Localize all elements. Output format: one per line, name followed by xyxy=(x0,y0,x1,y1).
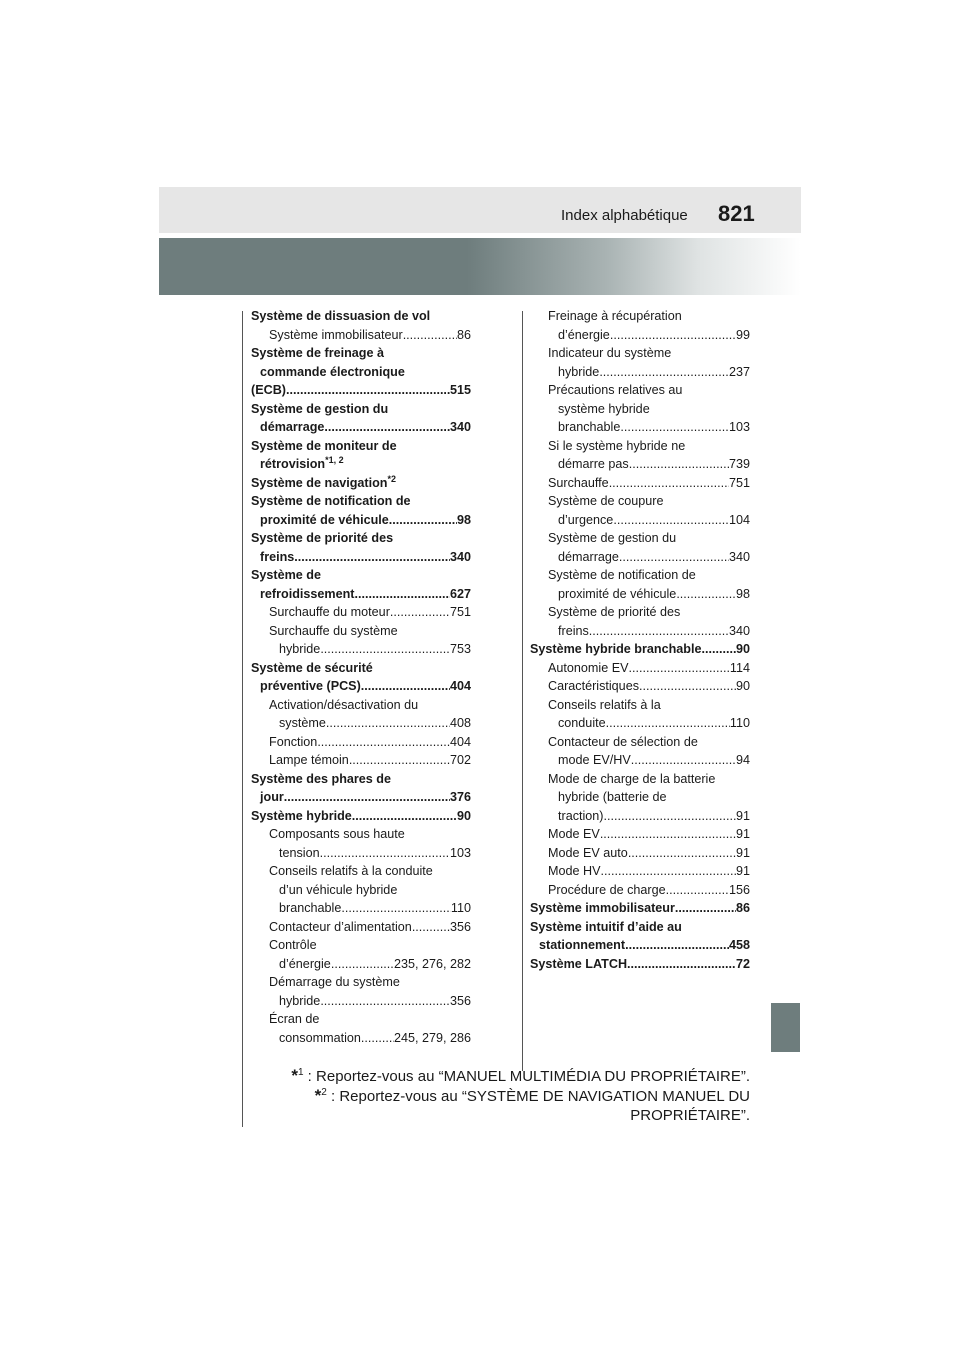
index-entry xyxy=(530,640,750,659)
page-number: 821 xyxy=(718,201,755,226)
page-ref: 245, 279, 286 xyxy=(393,1030,471,1045)
page-ref: 751 xyxy=(728,475,750,490)
entry-line: Système de gestion du xyxy=(548,531,677,545)
page-ref: 753 xyxy=(449,642,471,656)
entry-text: démarre pas xyxy=(558,457,629,471)
page-ref: 99 xyxy=(735,327,750,342)
entry-line xyxy=(251,992,471,1011)
entry-line xyxy=(251,640,471,659)
page-ref: 627 xyxy=(449,586,471,601)
dot-leader xyxy=(390,603,450,622)
index-entry xyxy=(251,659,471,696)
entry-line: Système de gestion du xyxy=(251,401,389,416)
index-entry xyxy=(251,492,471,529)
dot-leader xyxy=(324,418,450,437)
index-entry xyxy=(530,492,750,529)
index-entry xyxy=(530,659,750,678)
entry-line: Système de notification de xyxy=(251,494,411,508)
footnote-line xyxy=(270,1066,750,1086)
entry-text: Système de navigation xyxy=(251,475,388,490)
entry-line xyxy=(251,455,471,474)
dot-leader xyxy=(627,955,736,974)
entry-line xyxy=(530,807,750,826)
footnote-text: PROPRIÉTAIRE”. xyxy=(630,1107,750,1124)
index-entry xyxy=(251,770,471,807)
index-column-left xyxy=(251,307,471,1047)
dot-leader xyxy=(625,936,729,955)
entry-text: Lampe témoin xyxy=(269,753,349,767)
index-entry xyxy=(530,529,750,566)
entry-text: Mode EV xyxy=(548,827,600,841)
index-entry xyxy=(530,437,750,474)
entry-line xyxy=(251,511,471,530)
entry-line: hybride (batterie de xyxy=(558,790,667,804)
index-entry xyxy=(530,381,750,437)
page-ref: 340 xyxy=(449,549,471,564)
index-entry xyxy=(251,622,471,659)
entry-line: Composants sous haute xyxy=(269,827,405,841)
entry-text: conduite xyxy=(558,716,606,730)
entry-line xyxy=(251,714,471,733)
index-entry xyxy=(251,603,471,622)
entry-line: Système de notification de xyxy=(548,568,696,582)
entry-line: Contacteur de sélection de xyxy=(548,734,698,749)
page-ref: 110 xyxy=(729,716,750,730)
index-entry xyxy=(251,936,471,973)
index-entry xyxy=(251,918,471,937)
page-ref: 91 xyxy=(735,845,750,860)
page-ref: 404 xyxy=(449,679,471,693)
dot-leader xyxy=(412,918,450,937)
entry-line: Système des phares de xyxy=(251,771,392,786)
entry-line xyxy=(530,511,750,530)
page-ref: 98 xyxy=(456,512,471,527)
index-entry xyxy=(530,733,750,770)
page-ref: 90 xyxy=(456,808,471,823)
dot-leader xyxy=(354,585,450,604)
entry-line xyxy=(530,936,750,955)
page-ref: 404 xyxy=(449,734,471,749)
index-entry xyxy=(251,529,471,566)
entry-text: Contacteur d’alimentation xyxy=(269,919,412,934)
entry-text: système xyxy=(279,716,326,730)
entry-text: Mode HV xyxy=(548,864,601,878)
entry-text: d’énergie xyxy=(279,956,331,971)
entry-line xyxy=(530,862,750,881)
dot-leader xyxy=(599,363,729,382)
page-ref: 702 xyxy=(449,753,471,767)
index-column-right xyxy=(530,307,750,973)
header-gradient-band xyxy=(159,238,801,295)
dot-leader xyxy=(666,881,729,900)
index-entry xyxy=(251,825,471,862)
entry-line xyxy=(530,474,750,493)
entry-text: branchable xyxy=(558,420,621,434)
entry-text: (ECB) xyxy=(251,383,286,397)
entry-line: Écran de xyxy=(269,1012,320,1026)
page-ref: 103 xyxy=(449,845,471,860)
page-ref: 340 xyxy=(449,420,471,434)
entry-line xyxy=(530,326,750,345)
index-entry xyxy=(251,973,471,1010)
entry-line xyxy=(251,474,471,493)
entry-line xyxy=(530,455,750,474)
dot-leader xyxy=(606,714,730,733)
page-ref: 94 xyxy=(735,753,750,767)
dot-leader xyxy=(620,418,729,437)
page-ref: 156 xyxy=(728,882,750,897)
index-entry xyxy=(530,918,750,955)
footnote-text: : Reportez-vous au “MANUEL MULTIMÉDIA DU PROPRIÉTAIRE”. xyxy=(303,1068,750,1085)
index-entry xyxy=(251,400,471,437)
entry-line: Système de sécurité xyxy=(251,660,373,675)
entry-text: freins xyxy=(558,623,589,638)
dot-leader xyxy=(320,844,450,863)
entry-line xyxy=(530,640,750,659)
entry-line xyxy=(530,714,750,733)
entry-text: branchable xyxy=(279,901,342,915)
entry-line xyxy=(530,548,750,567)
dot-leader xyxy=(604,807,736,826)
entry-line: Indicateur du système xyxy=(548,346,672,360)
entry-text: freins xyxy=(260,549,295,564)
page-ref: 458 xyxy=(728,938,750,952)
entry-line: Système de coupure xyxy=(548,494,664,508)
entry-line xyxy=(530,899,750,918)
index-entry xyxy=(251,344,471,400)
entry-line: Freinage à récupération xyxy=(548,309,682,323)
dot-leader xyxy=(601,862,736,881)
entry-line: système hybride xyxy=(558,401,650,416)
header-bar xyxy=(159,187,801,233)
page-ref: 98 xyxy=(735,586,750,601)
entry-line xyxy=(251,677,471,696)
entry-line: Conseils relatifs à la xyxy=(548,697,661,712)
page-ref: 91 xyxy=(735,864,750,878)
dot-leader xyxy=(320,640,450,659)
footnote-number: 1 xyxy=(297,1067,304,1078)
entry-text: refroidissement xyxy=(260,586,355,601)
entry-line: Système de priorité des xyxy=(548,605,681,619)
entry-text: Fonction xyxy=(269,734,318,749)
entry-text: Système LATCH xyxy=(530,956,628,971)
dot-leader xyxy=(361,677,450,696)
index-entry xyxy=(530,825,750,844)
entry-line xyxy=(251,548,471,567)
page-ref: 104 xyxy=(728,512,750,527)
dot-leader xyxy=(675,899,736,918)
page-ref: 356 xyxy=(449,919,471,934)
entry-text: traction) xyxy=(558,808,604,823)
entry-text: rétrovision xyxy=(260,457,326,471)
index-entry xyxy=(530,474,750,493)
entry-text: Système hybride branchable xyxy=(530,642,702,656)
index-entry xyxy=(251,474,471,493)
entry-line: Surchauffe du système xyxy=(269,623,398,638)
entry-line: Système de dissuasion de vol xyxy=(251,309,431,323)
entry-text: démarrage xyxy=(558,549,619,564)
page-ref: 340 xyxy=(728,549,750,564)
entry-line: Si le système hybride ne xyxy=(548,438,686,453)
entry-text: d’urgence xyxy=(558,512,614,527)
entry-text: Autonomie EV xyxy=(548,660,629,675)
entry-line: d’un véhicule hybride xyxy=(279,882,398,897)
dot-leader xyxy=(317,733,450,752)
page-ref: 235, 276, 282 xyxy=(393,956,471,971)
entry-text: hybride xyxy=(279,993,321,1008)
index-entry xyxy=(530,881,750,900)
dot-leader xyxy=(701,640,736,659)
page-ref: 340 xyxy=(728,623,750,638)
entry-line xyxy=(530,585,750,604)
dot-leader xyxy=(629,455,729,474)
entry-text: Surchauffe du moteur xyxy=(269,605,390,619)
entry-line: Activation/désactivation du xyxy=(269,697,419,712)
page-ref: 237 xyxy=(728,364,750,379)
dot-leader xyxy=(613,511,729,530)
index-entry xyxy=(530,899,750,918)
entry-text: mode EV/HV xyxy=(558,753,631,767)
index-entry xyxy=(530,603,750,640)
entry-text: jour xyxy=(260,790,284,804)
dot-leader xyxy=(326,714,450,733)
index-entry xyxy=(251,307,471,326)
dot-leader xyxy=(294,548,450,567)
index-entry xyxy=(251,807,471,826)
footnotes xyxy=(270,1066,750,1125)
entry-line xyxy=(530,622,750,641)
entry-line: Système de priorité des xyxy=(251,531,394,545)
entry-line xyxy=(251,807,471,826)
entry-line: Conseils relatifs à la conduite xyxy=(269,864,433,878)
entry-text: d’énergie xyxy=(558,327,610,342)
dot-leader xyxy=(628,844,736,863)
dot-leader xyxy=(629,659,730,678)
entry-line xyxy=(251,918,471,937)
entry-line xyxy=(251,751,471,770)
entry-line xyxy=(251,955,471,974)
entry-text: Caractéristiques xyxy=(548,679,639,693)
page-ref: 110 xyxy=(450,901,471,915)
dot-leader xyxy=(600,825,736,844)
dot-leader xyxy=(631,751,736,770)
index-entry xyxy=(530,566,750,603)
index-entry xyxy=(530,344,750,381)
dot-leader xyxy=(284,788,450,807)
index-entry xyxy=(251,862,471,918)
index-entry xyxy=(530,677,750,696)
index-entry xyxy=(251,437,471,474)
entry-text: hybride xyxy=(279,642,321,656)
dot-leader xyxy=(320,992,450,1011)
entry-text: Système immobilisateur xyxy=(269,327,403,342)
dot-leader xyxy=(389,511,457,530)
footnote-number: 2 xyxy=(321,1087,327,1098)
entry-line: commande électronique xyxy=(260,364,405,379)
page-ref: 103 xyxy=(728,420,750,434)
index-entry xyxy=(251,326,471,345)
page-ref: 376 xyxy=(449,790,471,804)
page-title: Index alphabétique xyxy=(561,207,688,224)
entry-text: consommation xyxy=(279,1030,361,1045)
entry-text: Surchauffe xyxy=(548,475,609,490)
entry-line xyxy=(251,1029,471,1048)
page-ref: 91 xyxy=(735,827,750,841)
index-entry xyxy=(251,1010,471,1047)
page-ref: 114 xyxy=(729,660,750,675)
entry-line xyxy=(251,844,471,863)
page-ref: 751 xyxy=(449,605,471,619)
page-ref: 739 xyxy=(728,457,750,471)
entry-line: Système de freinage à xyxy=(251,346,384,360)
index-entry xyxy=(251,696,471,733)
entry-text: Système hybride xyxy=(251,808,352,823)
entry-line xyxy=(530,677,750,696)
entry-line xyxy=(251,326,471,345)
left-margin-rule xyxy=(242,311,243,1127)
dot-leader xyxy=(609,474,729,493)
entry-line xyxy=(530,418,750,437)
index-entry xyxy=(530,844,750,863)
entry-text: proximité de véhicule xyxy=(558,586,677,601)
dot-leader xyxy=(676,585,736,604)
footnote-line xyxy=(270,1086,750,1106)
footnote-line xyxy=(270,1106,750,1125)
entry-text: stationnement xyxy=(539,938,626,952)
entry-text: démarrage xyxy=(260,420,325,434)
entry-line: Système intuitif d’aide au xyxy=(530,919,682,934)
column-divider xyxy=(522,311,523,1071)
entry-line xyxy=(530,751,750,770)
index-entry xyxy=(530,696,750,733)
page-ref: 72 xyxy=(735,956,750,971)
footnote-ref: *1, 2 xyxy=(325,454,344,465)
index-entry xyxy=(251,566,471,603)
entry-line xyxy=(251,418,471,437)
entry-line xyxy=(251,788,471,807)
entry-line xyxy=(251,381,471,400)
page-ref: 90 xyxy=(735,642,750,656)
entry-line xyxy=(530,363,750,382)
entry-line xyxy=(530,825,750,844)
dot-leader xyxy=(341,899,451,918)
footnote-mark: * xyxy=(314,1086,322,1105)
page-ref: 86 xyxy=(735,901,750,915)
entry-text: hybride xyxy=(558,364,600,379)
dot-leader xyxy=(639,677,736,696)
page-ref: 91 xyxy=(735,808,750,823)
entry-line: Contrôle xyxy=(269,938,317,952)
entry-line: Précautions relatives au xyxy=(548,383,683,397)
dot-leader xyxy=(403,326,457,345)
page-ref: 515 xyxy=(449,383,471,397)
entry-line xyxy=(530,881,750,900)
entry-text: Mode EV auto xyxy=(548,845,628,860)
index-entry xyxy=(530,862,750,881)
index-entry xyxy=(530,307,750,344)
entry-line xyxy=(530,955,750,974)
footnote-text: : Reportez-vous au “SYSTÈME DE NAVIGATION MANUEL DU xyxy=(326,1088,750,1105)
page-ref: 356 xyxy=(449,993,471,1008)
entry-line: Système de moniteur de xyxy=(251,438,397,453)
entry-text: Système immobilisateur xyxy=(530,901,675,915)
entry-line xyxy=(251,585,471,604)
entry-line xyxy=(251,733,471,752)
dot-leader xyxy=(589,622,729,641)
entry-line xyxy=(251,603,471,622)
dot-leader xyxy=(286,381,450,400)
entry-line: Système de xyxy=(251,568,322,582)
index-entry xyxy=(251,751,471,770)
page-ref: 408 xyxy=(449,716,471,730)
index-entry xyxy=(530,770,750,826)
entry-line xyxy=(530,659,750,678)
footnote-mark: * xyxy=(291,1066,298,1085)
footnote-ref: *2 xyxy=(387,473,396,484)
entry-line: Mode de charge de la batterie xyxy=(548,771,716,786)
dot-leader xyxy=(610,326,736,345)
section-tab xyxy=(771,1003,800,1052)
dot-leader xyxy=(619,548,729,567)
dot-leader xyxy=(349,751,450,770)
entry-text: préventive (PCS) xyxy=(260,679,361,693)
page-ref: 86 xyxy=(456,327,471,342)
entry-line: Démarrage du système xyxy=(269,975,400,989)
entry-line xyxy=(530,844,750,863)
dot-leader xyxy=(331,955,394,974)
dot-leader xyxy=(352,807,457,826)
page-ref: 90 xyxy=(735,679,750,693)
entry-line xyxy=(251,899,471,918)
entry-text: tension xyxy=(279,845,320,860)
entry-text: Procédure de charge xyxy=(548,882,666,897)
entry-text: proximité de véhicule xyxy=(260,512,389,527)
index-entry xyxy=(251,733,471,752)
index-entry xyxy=(530,955,750,974)
dot-leader xyxy=(361,1029,394,1048)
